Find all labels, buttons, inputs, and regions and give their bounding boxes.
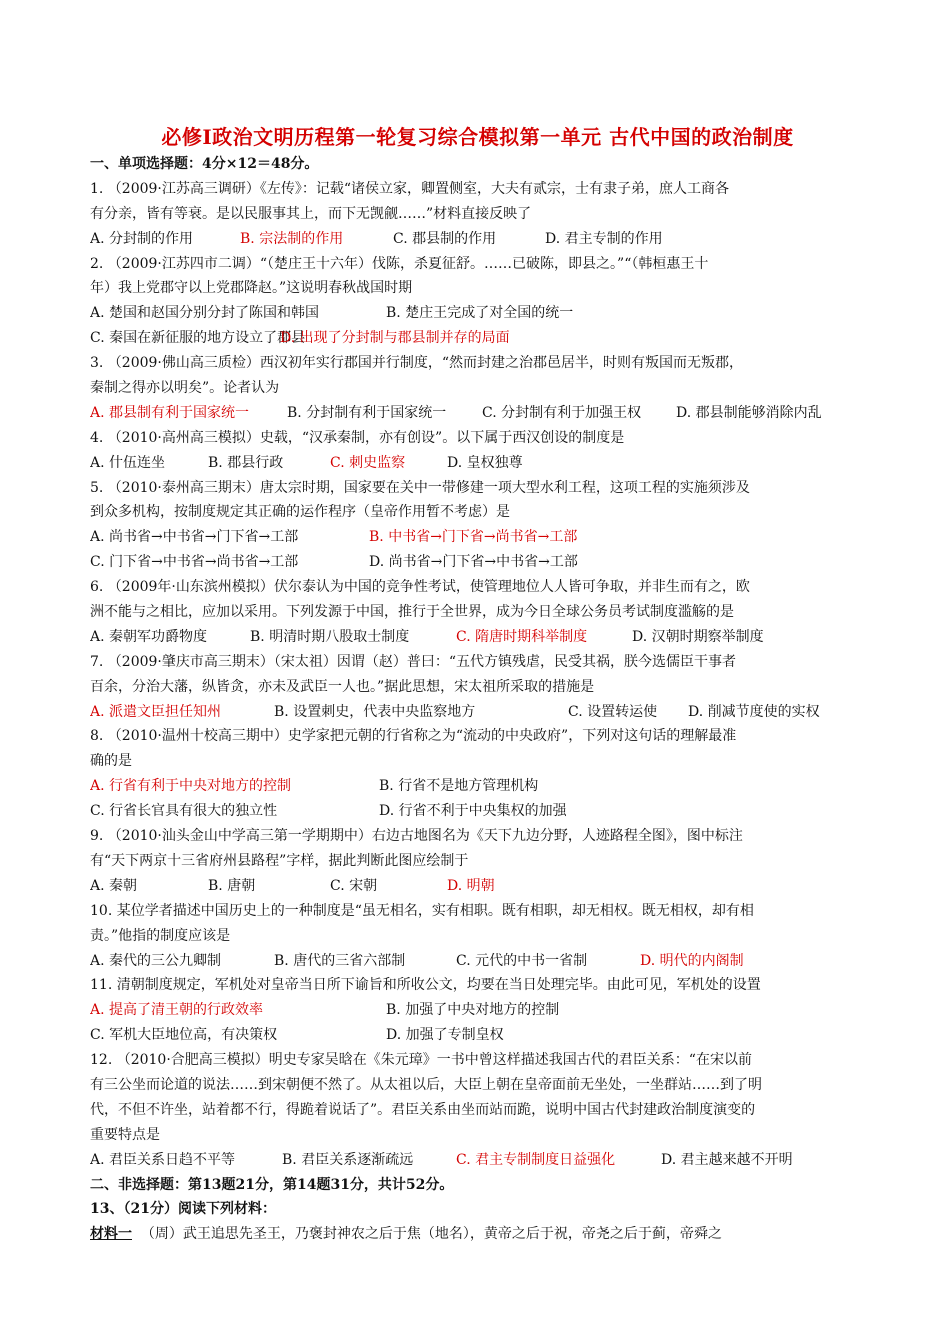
- question-11-options: [90, 1023, 865, 1048]
- option-d[interactable]: D. 出现了分封制与郡县制并存的局面: [280, 330, 510, 347]
- question-2: [90, 252, 865, 352]
- question-8-options: [90, 774, 865, 799]
- question-12-stem: 12. （2010·合肥高三模拟）明史专家吴晗在《朱元璋》一书中曾这样描述我国古代的君臣关系：“在宋以前: [90, 1052, 752, 1069]
- question-7-options: [90, 700, 865, 725]
- question-5-stem: 到众多机构，按制度规定其正确的运作程序（皇帝作用暂不考虑）是: [90, 504, 510, 521]
- question-10-options: [90, 949, 865, 974]
- question-3-stem: 3. （2009·佛山高三质检）西汉初年实行郡国并行制度，“然而封建之治郡邑居半，时则有叛国而无叛郡，: [90, 355, 744, 372]
- option-a[interactable]: A. 派遣文臣担任知州: [90, 703, 222, 720]
- question-6: [90, 575, 865, 650]
- question-1-stem: 有分亲，皆有等衰。是以民服事其上，而下无觊觎……”材料直接反映了: [90, 205, 532, 222]
- material-1: [90, 1222, 865, 1247]
- option-c[interactable]: C. 秦国在新征服的地方设立了郡县: [90, 330, 306, 347]
- option-d[interactable]: D. 明朝: [447, 877, 495, 894]
- question-7: [90, 650, 865, 725]
- question-1: [90, 177, 865, 252]
- option-a[interactable]: A. 提高了清王朝的行政效率: [90, 1002, 264, 1019]
- option-a[interactable]: A. 秦朝军功爵物度: [90, 628, 208, 645]
- question-12: [90, 1048, 865, 1172]
- question-3-stem: 秦制之得亦以明矣”。论者认为: [90, 380, 280, 397]
- option-c[interactable]: C. 行省长官具有很大的独立性: [90, 803, 278, 820]
- option-b[interactable]: B. 唐朝: [208, 877, 256, 894]
- question-2-stem: 年）我上党郡守以上党郡降赵。”这说明春秋战国时期: [90, 280, 413, 297]
- question-11-options: [90, 998, 865, 1023]
- section-heading-nonchoice: 二、非选择题：第13题21分，第14题31分，共计52分。: [90, 1176, 454, 1193]
- option-c[interactable]: C. 分封制有利于加强王权: [482, 404, 642, 421]
- question-12-stem: 代，不但不许坐，站着都不行，得跪着说话了”。君臣关系由坐而站而跪，说明中国古代封建政治制度演变的: [90, 1101, 756, 1118]
- option-a[interactable]: A. 行省有利于中央对地方的控制: [90, 778, 292, 795]
- question-4-options: [90, 451, 865, 476]
- question-1-stem: 1. （2009·江苏高三调研）《左传》：记载“诸侯立家，卿置侧室，大夫有贰宗，士有隶子弟，庶人工商各: [90, 180, 730, 197]
- option-a[interactable]: A. 什伍连坐: [90, 454, 166, 471]
- option-a[interactable]: A. 秦朝: [90, 877, 138, 894]
- option-d[interactable]: D. 尚书省→门下省→中书省→工部: [369, 554, 578, 571]
- question-8: [90, 724, 865, 824]
- question-10: [90, 899, 865, 974]
- option-c[interactable]: C. 门下省→中书省→尚书省→工部: [90, 554, 299, 571]
- option-d[interactable]: D. 明代的内阁制: [640, 952, 744, 969]
- document-page: [90, 122, 865, 1247]
- question-8-options: [90, 799, 865, 824]
- question-4-stem: 4. （2010·高州高三模拟）史载，“汉承秦制，亦有创设”。以下属于西汉创设的制度是: [90, 429, 625, 446]
- question-9-options: [90, 874, 865, 899]
- option-b[interactable]: B. 中书省→门下省→尚书省→工部: [369, 529, 578, 546]
- option-d[interactable]: D. 行省不利于中央集权的加强: [379, 803, 567, 820]
- option-a[interactable]: A. 君臣关系日趋不平等: [90, 1151, 236, 1168]
- option-d[interactable]: D. 加强了专制皇权: [386, 1027, 504, 1044]
- question-7-stem: 百余，分治大藩，纵皆贪，亦未及武臣一人也。”据此思想，宋太祖所采取的措施是: [90, 678, 595, 695]
- option-b[interactable]: B. 楚庄王完成了对全国的统一: [386, 305, 574, 322]
- question-5: [90, 476, 865, 576]
- material-1-text: （周）武王追思先圣王，乃褒封神农之后于焦（地名），黄帝之后于祝，帝尧之后于蓟，帝舜之: [140, 1226, 722, 1243]
- question-6-stem: 6. （2009年·山东滨州模拟）伏尔泰认为中国的竞争性考试，使管理地位人人皆可争取，并非生而有之，欧: [90, 579, 750, 596]
- option-a[interactable]: A. 秦代的三公九卿制: [90, 952, 222, 969]
- question-8-stem: 8. （2010·温州十校高三期中）史学家把元朝的行省称之为“流动的中央政府”，下列对这句话的理解最准: [90, 728, 737, 745]
- question-11-stem: 11. 清朝制度规定，军机处对皇帝当日所下谕旨和所收公文，均要在当日处理完毕。由此可见，军机处的设置: [90, 977, 761, 994]
- question-list: [90, 177, 865, 1173]
- option-b[interactable]: B. 唐代的三省六部制: [274, 952, 406, 969]
- option-c[interactable]: C. 郡县制的作用: [393, 230, 497, 247]
- question-13-heading: 13、（21分）阅读下列材料：: [90, 1201, 276, 1218]
- option-a[interactable]: A. 分封制的作用: [90, 230, 194, 247]
- question-6-options: [90, 625, 865, 650]
- option-c[interactable]: C. 君主专制制度日益强化: [456, 1151, 616, 1168]
- option-c[interactable]: C. 军机大臣地位高，有决策权: [90, 1027, 278, 1044]
- option-d[interactable]: D. 削减节度使的实权: [688, 703, 820, 720]
- option-b[interactable]: B. 加强了中央对地方的控制: [386, 1002, 560, 1019]
- question-3: [90, 351, 865, 426]
- question-11: [90, 973, 865, 1048]
- option-b[interactable]: B. 宗法制的作用: [240, 230, 344, 247]
- question-12-options: [90, 1148, 865, 1173]
- question-9: [90, 824, 865, 899]
- question-2-options: [90, 326, 865, 351]
- option-b[interactable]: B. 分封制有利于国家统一: [287, 404, 447, 421]
- question-9-stem: 9. （2010·汕头金山中学高三第一学期期中）右边古地图名为《天下九边分野，人迹路程全图》，图中标注: [90, 828, 743, 845]
- question-5-stem: 5. （2010·泰州高三期末）唐太宗时期，国家要在关中一带修建一项大型水利工程，这项工程的实施须涉及: [90, 479, 750, 496]
- question-3-options: [90, 401, 865, 426]
- option-c[interactable]: C. 宋朝: [330, 877, 378, 894]
- option-b[interactable]: B. 明清时期八股取士制度: [250, 628, 410, 645]
- option-d[interactable]: D. 汉朝时期察举制度: [632, 628, 764, 645]
- option-c[interactable]: C. 刺史监察: [330, 454, 406, 471]
- option-d[interactable]: D. 郡县制能够消除内乱: [676, 404, 822, 421]
- option-b[interactable]: B. 行省不是地方管理机构: [379, 778, 539, 795]
- option-a[interactable]: A. 郡县制有利于国家统一: [90, 404, 250, 421]
- option-c[interactable]: C. 元代的中书一省制: [456, 952, 588, 969]
- question-6-stem: 洲不能与之相比，应加以采用。下列发源于中国，推行于全世界，成为今日全球公务员考试制度滥觞的是: [90, 604, 734, 621]
- option-a[interactable]: A. 楚国和赵国分别分封了陈国和韩国: [90, 305, 320, 322]
- option-c[interactable]: C. 设置转运使: [568, 703, 658, 720]
- question-12-stem: 有三公坐而论道的说法……到宋朝便不然了。从太祖以后，大臣上朝在皇帝面前无坐处，一坐群站……到了明: [90, 1076, 762, 1093]
- option-d[interactable]: D. 皇权独尊: [447, 454, 523, 471]
- option-b[interactable]: B. 郡县行政: [208, 454, 284, 471]
- question-5-options: [90, 550, 865, 575]
- question-8-stem: 确的是: [90, 753, 132, 770]
- option-a[interactable]: A. 尚书省→中书省→门下省→工部: [90, 529, 299, 546]
- question-7-stem: 7. （2009·肇庆市高三期末）（宋太祖）因谓（赵）普曰：“五代方镇残虐，民受其祸，朕今选儒臣干事者: [90, 653, 737, 670]
- option-d[interactable]: D. 君主越来越不开明: [661, 1151, 793, 1168]
- question-10-stem: 10. 某位学者描述中国历史上的一种制度是“虽无相名，实有相职。既有相职，却无相权。既无相权，却有相: [90, 902, 754, 919]
- document-title: 必修Ⅰ政治文明历程第一轮复习综合模拟第一单元 古代中国的政治制度: [161, 125, 794, 149]
- option-b[interactable]: B. 君臣关系逐渐疏远: [282, 1151, 414, 1168]
- question-9-stem: 有“天下两京十三省府州县路程”字样，据此判断此图应绘制于: [90, 852, 469, 869]
- question-10-stem: 责。”他指的制度应该是: [90, 927, 231, 944]
- question-1-options: [90, 227, 865, 252]
- option-c[interactable]: C. 隋唐时期科举制度: [456, 628, 588, 645]
- option-b[interactable]: B. 设置刺史，代表中央监察地方: [274, 703, 476, 720]
- question-2-stem: 2. （2009·江苏四市二调）“（楚庄王十六年）伐陈，杀夏征舒。……已破陈，即县之。”“（韩桓惠王十: [90, 255, 709, 272]
- question-12-stem: 重要特点是: [90, 1126, 160, 1143]
- question-2-options: [90, 301, 865, 326]
- question-4: [90, 426, 865, 476]
- question-5-options: [90, 525, 865, 550]
- section-heading-choice: 一、单项选择题：4分×12＝48分。: [90, 156, 319, 172]
- option-d[interactable]: D. 君主专制的作用: [545, 230, 663, 247]
- material-1-label: 材料一: [90, 1226, 132, 1243]
